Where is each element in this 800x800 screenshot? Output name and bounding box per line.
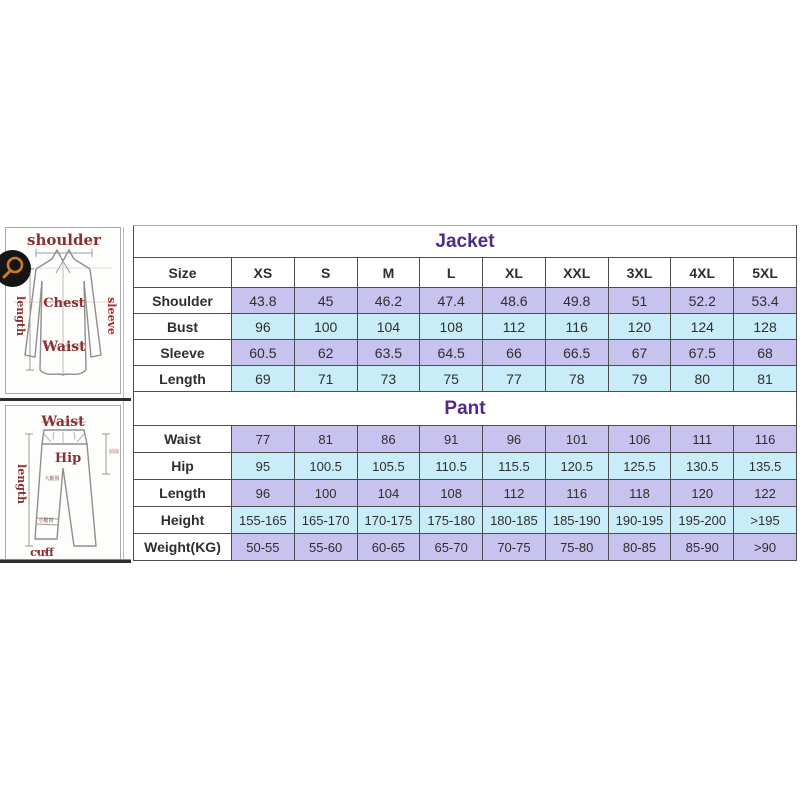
jacket-sleeve-label: sleeve bbox=[105, 297, 118, 335]
cell-value: 51 bbox=[608, 288, 671, 314]
cell-value: >90 bbox=[734, 534, 797, 561]
cell-value: 65-70 bbox=[420, 534, 483, 561]
jacket-shoulder-label: shoulder bbox=[27, 231, 101, 249]
pant-cuff-label: cuff bbox=[30, 546, 54, 559]
cell-value: 155-165 bbox=[232, 507, 295, 534]
size-col-header: XL bbox=[483, 258, 546, 288]
cell-value: 128 bbox=[734, 314, 797, 340]
row-label: Length bbox=[134, 366, 232, 392]
size-col-header: XS bbox=[232, 258, 295, 288]
cell-value: 122 bbox=[734, 480, 797, 507]
cell-value: 118 bbox=[608, 480, 671, 507]
cell-value: 47.4 bbox=[420, 288, 483, 314]
cell-value: 116 bbox=[545, 480, 608, 507]
cell-value: 45 bbox=[294, 288, 357, 314]
cell-value: 77 bbox=[483, 366, 546, 392]
cell-value: 85-90 bbox=[671, 534, 734, 561]
table-row bbox=[134, 314, 797, 340]
column-divider bbox=[123, 227, 124, 559]
cell-value: 108 bbox=[420, 314, 483, 340]
row-label: Length bbox=[134, 480, 232, 507]
table-row bbox=[134, 534, 797, 561]
cell-value: 75-80 bbox=[545, 534, 608, 561]
cell-value: 60.5 bbox=[232, 340, 295, 366]
cell-value: 104 bbox=[357, 480, 420, 507]
cell-value: 55-60 bbox=[294, 534, 357, 561]
cell-value: 96 bbox=[232, 314, 295, 340]
pant-waist-label: Waist bbox=[41, 414, 85, 430]
row-label: Height bbox=[134, 507, 232, 534]
cell-value: 52.2 bbox=[671, 288, 734, 314]
jacket-table-title: Jacket bbox=[134, 226, 797, 258]
cell-value: 43.8 bbox=[232, 288, 295, 314]
pant-calf-annotation: 小腿围 bbox=[38, 518, 54, 524]
cell-value: 125.5 bbox=[608, 453, 671, 480]
cell-value: 190-195 bbox=[608, 507, 671, 534]
cell-value: 95 bbox=[232, 453, 295, 480]
cell-value: 101 bbox=[545, 426, 608, 453]
cell-value: 64.5 bbox=[420, 340, 483, 366]
cell-value: 104 bbox=[357, 314, 420, 340]
cell-value: 130.5 bbox=[671, 453, 734, 480]
cell-value: 69 bbox=[232, 366, 295, 392]
size-chart-table bbox=[133, 225, 797, 561]
size-row-label: Size bbox=[134, 258, 232, 288]
table-row bbox=[134, 453, 797, 480]
jacket-waist-label: Waist bbox=[42, 339, 86, 355]
pant-diagram bbox=[5, 405, 121, 560]
cell-value: 135.5 bbox=[734, 453, 797, 480]
cell-value: 48.6 bbox=[483, 288, 546, 314]
cell-value: 120.5 bbox=[545, 453, 608, 480]
cell-value: 80 bbox=[671, 366, 734, 392]
cell-value: 105.5 bbox=[357, 453, 420, 480]
row-label: Waist bbox=[134, 426, 232, 453]
row-label: Hip bbox=[134, 453, 232, 480]
row-label: Shoulder bbox=[134, 288, 232, 314]
pant-table-title: Pant bbox=[134, 392, 797, 426]
cell-value: 124 bbox=[671, 314, 734, 340]
cell-value: 100 bbox=[294, 314, 357, 340]
jacket-length-label: length bbox=[14, 296, 27, 336]
cell-value: 66.5 bbox=[545, 340, 608, 366]
pant-length-label: length bbox=[15, 464, 28, 504]
cell-value: 81 bbox=[294, 426, 357, 453]
size-col-header: 5XL bbox=[734, 258, 797, 288]
cell-value: 46.2 bbox=[357, 288, 420, 314]
cell-value: 100.5 bbox=[294, 453, 357, 480]
cell-value: 165-170 bbox=[294, 507, 357, 534]
row-label: Bust bbox=[134, 314, 232, 340]
cell-value: 170-175 bbox=[357, 507, 420, 534]
cell-value: 112 bbox=[483, 314, 546, 340]
cell-value: 112 bbox=[483, 480, 546, 507]
jacket-chest-label: Chest bbox=[43, 296, 85, 311]
cell-value: >195 bbox=[734, 507, 797, 534]
cell-value: 75 bbox=[420, 366, 483, 392]
cell-value: 81 bbox=[734, 366, 797, 392]
size-col-header: L bbox=[420, 258, 483, 288]
cell-value: 68 bbox=[734, 340, 797, 366]
cell-value: 110.5 bbox=[420, 453, 483, 480]
pant-hip-label: Hip bbox=[54, 451, 82, 466]
cell-value: 108 bbox=[420, 480, 483, 507]
cell-value: 195-200 bbox=[671, 507, 734, 534]
row-label: Weight(KG) bbox=[134, 534, 232, 561]
size-col-header: M bbox=[357, 258, 420, 288]
cell-value: 106 bbox=[608, 426, 671, 453]
size-col-header: 3XL bbox=[608, 258, 671, 288]
magnifier-icon[interactable] bbox=[0, 250, 31, 287]
cell-value: 67.5 bbox=[671, 340, 734, 366]
table-row bbox=[134, 366, 797, 392]
size-col-header: XXL bbox=[545, 258, 608, 288]
table-row bbox=[134, 288, 797, 314]
pant-outline bbox=[6, 406, 120, 559]
cell-value: 63.5 bbox=[357, 340, 420, 366]
cell-value: 116 bbox=[545, 314, 608, 340]
cell-value: 66 bbox=[483, 340, 546, 366]
cell-value: 116 bbox=[734, 426, 797, 453]
cell-value: 60-65 bbox=[357, 534, 420, 561]
cell-value: 96 bbox=[483, 426, 546, 453]
cell-value: 115.5 bbox=[483, 453, 546, 480]
pant-rise-annotation: 前浪 bbox=[108, 449, 120, 455]
size-col-header: S bbox=[294, 258, 357, 288]
cell-value: 62 bbox=[294, 340, 357, 366]
sketch-bottom-line bbox=[0, 559, 131, 563]
cell-value: 70-75 bbox=[483, 534, 546, 561]
cell-value: 120 bbox=[608, 314, 671, 340]
cell-value: 100 bbox=[294, 480, 357, 507]
table-row bbox=[134, 426, 797, 453]
cell-value: 185-190 bbox=[545, 507, 608, 534]
cell-value: 111 bbox=[671, 426, 734, 453]
cell-value: 175-180 bbox=[420, 507, 483, 534]
sketch-separator-line bbox=[0, 398, 131, 401]
cell-value: 50-55 bbox=[232, 534, 295, 561]
cell-value: 73 bbox=[357, 366, 420, 392]
pant-thigh-annotation: 大腿围 bbox=[44, 476, 60, 482]
cell-value: 120 bbox=[671, 480, 734, 507]
cell-value: 53.4 bbox=[734, 288, 797, 314]
table-row bbox=[134, 507, 797, 534]
table-row bbox=[134, 480, 797, 507]
cell-value: 49.8 bbox=[545, 288, 608, 314]
cell-value: 79 bbox=[608, 366, 671, 392]
cell-value: 67 bbox=[608, 340, 671, 366]
cell-value: 91 bbox=[420, 426, 483, 453]
cell-value: 180-185 bbox=[483, 507, 546, 534]
size-col-header: 4XL bbox=[671, 258, 734, 288]
cell-value: 78 bbox=[545, 366, 608, 392]
table-row bbox=[134, 340, 797, 366]
cell-value: 86 bbox=[357, 426, 420, 453]
cell-value: 96 bbox=[232, 480, 295, 507]
cell-value: 77 bbox=[232, 426, 295, 453]
cell-value: 80-85 bbox=[608, 534, 671, 561]
row-label: Sleeve bbox=[134, 340, 232, 366]
cell-value: 71 bbox=[294, 366, 357, 392]
